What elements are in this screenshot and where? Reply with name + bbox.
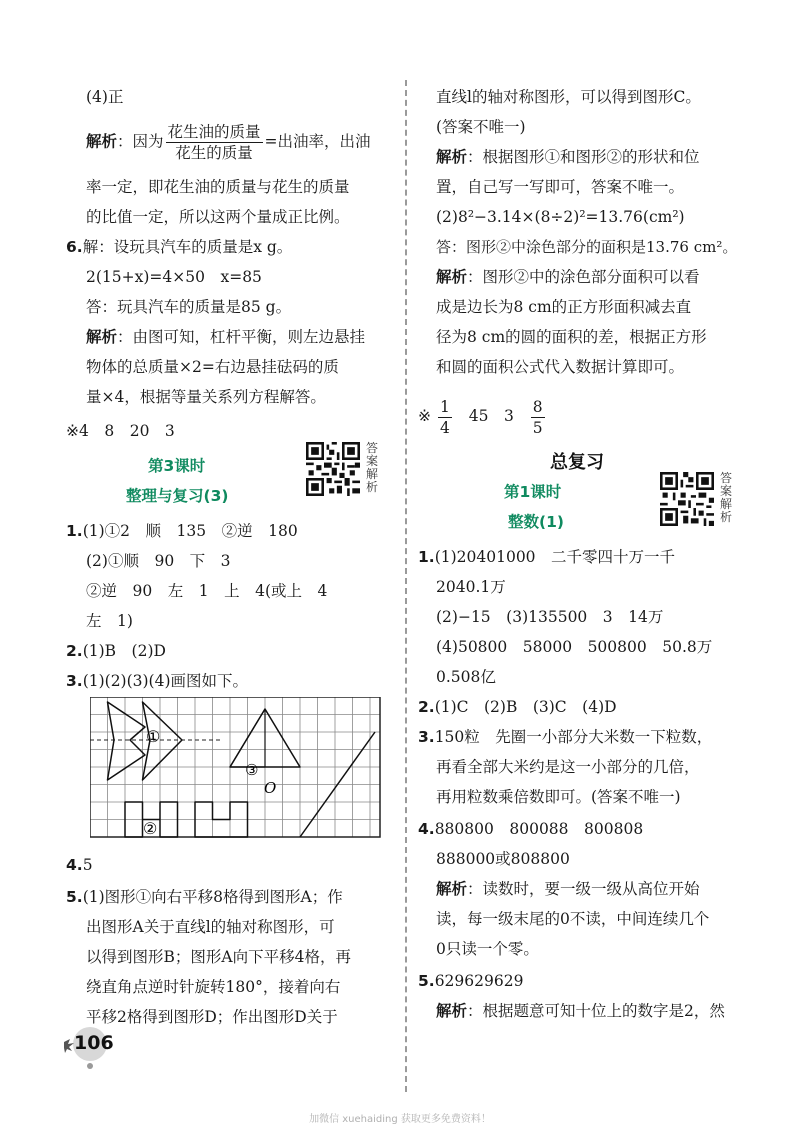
answer-line: 再看全部大米约是这一小部分的几倍， — [436, 758, 700, 776]
answer-2 — [66, 640, 166, 662]
answer-1 — [66, 520, 298, 542]
question-number: 5. — [418, 972, 435, 990]
figure-label-o: O — [264, 779, 277, 797]
answer-text: 5 — [82, 856, 93, 874]
question-number: 1. — [66, 522, 83, 540]
lesson-title: 第1课时 — [504, 483, 562, 501]
analysis-line: 成是边长为8 cm的正方形面积减去直 — [436, 298, 692, 316]
analysis-line: 径为8 cm的圆的面积的差，根据正方形 — [436, 328, 707, 346]
fraction-denominator: 花生的质量 — [175, 144, 253, 162]
analysis-text: ：根据图形①和图形②的形状和位 — [467, 148, 700, 166]
fraction-denominator: 4 — [439, 418, 450, 437]
answer-text: 629629629 — [434, 972, 524, 990]
question-number: 6. — [66, 238, 83, 256]
answer-line: 0.508亿 — [436, 668, 496, 686]
answer-text: 150粒 先圈一小部分大米数一下粒数， — [434, 728, 713, 746]
answer-line: (4)50800 58000 500800 50.8万 — [436, 638, 713, 656]
question-number: 4. — [418, 820, 435, 838]
analysis-label: 解析 — [436, 148, 468, 166]
analysis-text: ：根据题意可知十位上的数字是2，然 — [467, 1002, 725, 1020]
fraction-oil-peanut — [166, 122, 263, 163]
answer-text: (1)B (2)D — [82, 642, 166, 660]
analysis-text: ：读数时，要一级一级从高位开始 — [467, 880, 700, 898]
answer-line: (2)①顺 90 下 3 — [86, 552, 231, 570]
answer-line: 左 1) — [86, 612, 133, 630]
answer-line: 直线l的轴对称图形，可以得到图形C。 — [436, 88, 701, 106]
answer-line: (答案不唯一) — [436, 118, 526, 136]
figure-label-one: ① — [146, 727, 161, 746]
answer-5 — [66, 886, 343, 908]
analysis-shape — [436, 146, 700, 168]
star-mark: ※ — [418, 407, 431, 425]
analysis-digits — [436, 1000, 725, 1022]
analysis-label: 解析 — [86, 328, 118, 346]
analysis-q6 — [86, 326, 365, 348]
transformation-grid-figure — [90, 697, 382, 843]
analysis-text: =出油率，出油 — [264, 132, 371, 151]
analysis-label: 解析 — [86, 132, 118, 151]
question-text: 解：设玩具汽车的质量是x g。 — [82, 238, 293, 256]
question-number: 2. — [66, 642, 83, 660]
column-divider — [405, 80, 407, 1092]
answer-line: 2040.1万 — [436, 578, 506, 596]
answer-line: 答：图形②中涂色部分的面积是13.76 cm²。 — [436, 238, 738, 256]
star-answers: ※4 8 20 3 — [66, 422, 175, 440]
analysis-line: 置，自己写一写即可，答案不唯一。 — [436, 178, 685, 196]
analysis-label: 解析 — [436, 880, 468, 898]
qr-label: 答案解析 — [366, 441, 379, 494]
calculation: (2)8²−3.14×(8÷2)²=13.76(cm²) — [436, 208, 685, 226]
answer-line: 平移2格得到图形D；作出图形D关于 — [86, 1008, 338, 1026]
star-values: 45 3 — [468, 407, 514, 425]
analysis-line: 和圆的面积公式代入数据计算即可。 — [436, 358, 685, 376]
answer-text: (1)①2 顺 135 ②逆 180 — [82, 522, 298, 540]
answer-text: (1)图形①向右平移8格得到图形A；作 — [82, 888, 343, 906]
qr-code-icon[interactable] — [306, 442, 360, 496]
figure-label-two: ② — [143, 819, 158, 838]
analysis-line: 量×4，根据等量关系列方程解答。 — [86, 388, 326, 406]
figure-label-three: ③ — [245, 761, 259, 779]
question-number: 5. — [66, 888, 83, 906]
qr-code-icon[interactable] — [660, 472, 714, 526]
analysis-line: 的比值一定，所以这两个量成正比例。 — [86, 208, 350, 226]
answer-text: 880800 800088 800808 — [434, 820, 644, 838]
question-number: 2. — [418, 698, 435, 716]
question-number: 4. — [66, 856, 83, 874]
answer-text: (1)20401000 二千零四十万一千 — [434, 548, 676, 566]
analysis-label: 解析 — [436, 268, 468, 286]
question-number: 3. — [66, 672, 83, 690]
answer-line: 再用粒数乘倍数即可。(答案不唯一) — [436, 788, 681, 806]
answer-line: 绕直角点逆时针旋转180°，接着向右 — [86, 978, 341, 996]
page-number: 106 — [74, 1032, 114, 1054]
answer-4-zheng: (4)正 — [86, 88, 124, 106]
analysis-text: ：由图可知，杠杆平衡，则左边悬挂 — [117, 328, 366, 346]
answer-line: 出图形A关于直线l的轴对称图形，可 — [86, 918, 335, 936]
fraction-eight-fifths — [531, 397, 545, 438]
analysis-line: 率一定，即花生油的质量与花生的质量 — [86, 178, 350, 196]
lesson-title: 第3课时 — [148, 457, 206, 475]
question-number: 1. — [418, 548, 435, 566]
answer-text: (1)(2)(3)(4)画图如下。 — [82, 672, 249, 690]
fraction-numerator: 8 — [532, 397, 543, 416]
answer-text: (1)C (2)B (3)C (4)D — [434, 698, 617, 716]
analysis-text: ：图形②中的涂色部分面积可以看 — [467, 268, 700, 286]
fraction-denominator: 5 — [532, 418, 543, 437]
answer-line: 答：玩具汽车的质量是85 g。 — [86, 298, 292, 316]
analysis-label: 解析 — [436, 1002, 468, 1020]
analysis-line: 物体的总质量×2=右边悬挂砝码的质 — [86, 358, 339, 376]
answer-line: ②逆 90 左 1 上 4(或上 4 — [86, 582, 328, 600]
analysis-text: ：因为 — [117, 132, 164, 151]
analysis-line: 读，每一级末尾的0不读，中间连续几个 — [436, 910, 710, 928]
star-answers — [418, 396, 547, 438]
chapter-title: 总复习 — [550, 452, 604, 473]
footer-watermark: 加微信 xuehaiding 获取更多免费资料！ — [309, 1114, 491, 1125]
equation: 2(15+x)=4×50 x=85 — [86, 268, 262, 286]
leaf-icon — [64, 1039, 74, 1053]
analysis-area — [436, 266, 700, 288]
lesson-topic: 整理与复习(3) — [126, 487, 229, 505]
analysis-flow-rate — [86, 122, 371, 163]
answer-3 — [66, 670, 248, 692]
answer-line: 以得到图形B；图形A向下平移4格，再 — [86, 948, 351, 966]
fraction-numerator: 1 — [439, 397, 450, 416]
fraction-one-quarter — [438, 397, 452, 438]
analysis-reading — [436, 878, 700, 900]
lesson-topic: 整数(1) — [508, 513, 564, 531]
question-6 — [66, 236, 292, 258]
qr-label: 答案解析 — [720, 471, 733, 524]
analysis-line: 0只读一个零。 — [436, 940, 539, 958]
review-answer-1 — [418, 546, 675, 568]
review-answer-4 — [418, 818, 643, 840]
page-number-badge — [62, 1022, 114, 1070]
answer-line: (2)−15 (3)135500 3 14万 — [436, 608, 664, 626]
review-answer-3 — [418, 726, 712, 748]
answer-line: 888000或808800 — [436, 850, 570, 868]
review-answer-5 — [418, 970, 523, 992]
fraction-numerator: 花生油的质量 — [167, 123, 261, 141]
question-number: 3. — [418, 728, 435, 746]
answer-4 — [66, 854, 93, 876]
review-answer-2 — [418, 696, 617, 718]
